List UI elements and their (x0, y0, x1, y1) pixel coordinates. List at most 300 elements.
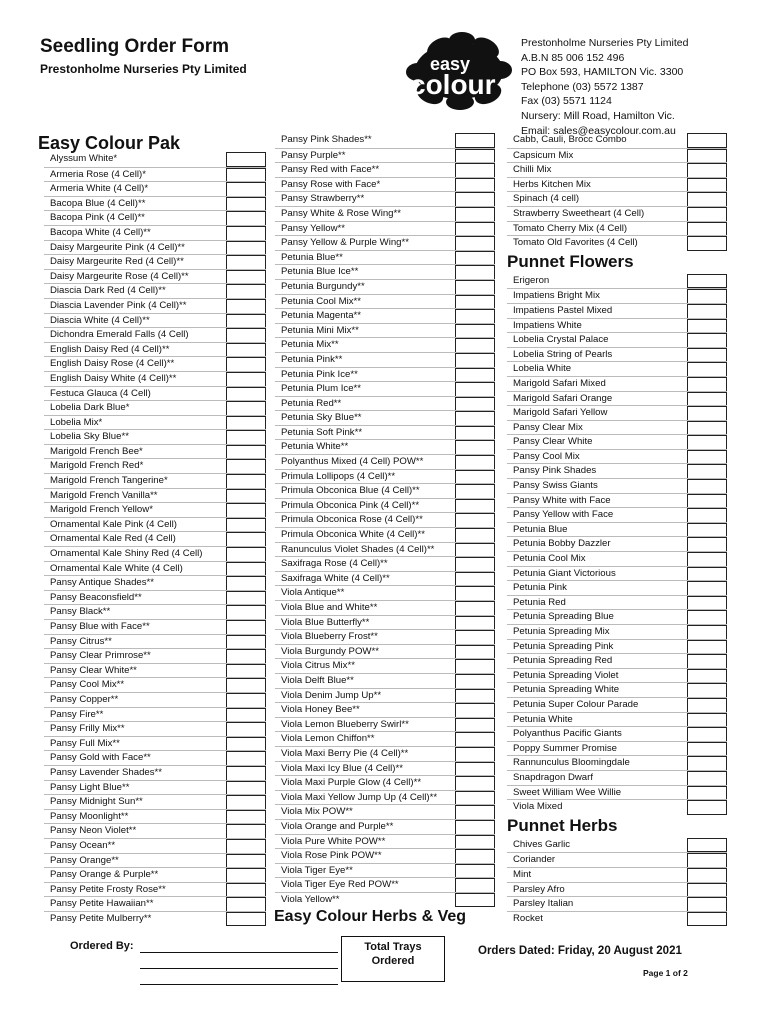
order-item-label: Petunia Cool Mix** (281, 295, 361, 307)
quantity-box[interactable] (226, 766, 266, 781)
quantity-box[interactable] (226, 547, 266, 562)
order-item-label: Impatiens Pastel Mixed (513, 304, 613, 316)
order-item-label: Pansy Frilly Mix** (50, 723, 125, 735)
quantity-box[interactable] (226, 620, 266, 635)
order-item-label: Petunia Soft Pink** (281, 426, 363, 438)
quantity-box[interactable] (687, 304, 727, 319)
order-item-row (507, 221, 727, 236)
quantity-box[interactable] (226, 649, 266, 664)
quantity-box[interactable] (226, 532, 266, 547)
order-item-label: Lobelia String of Pearls (513, 348, 613, 360)
quantity-box[interactable] (455, 543, 495, 558)
quantity-box[interactable] (687, 883, 727, 898)
ordered-by-line-3[interactable] (140, 984, 338, 985)
quantity-box[interactable] (687, 207, 727, 222)
order-item-label: Viola Maxi Purple Glow (4 Cell)** (281, 777, 422, 789)
order-item-row (275, 162, 495, 177)
quantity-box[interactable] (226, 503, 266, 518)
quantity-box[interactable] (455, 893, 495, 908)
quantity-box[interactable] (687, 222, 727, 237)
order-item-label: Petunia Super Colour Parade (513, 698, 639, 710)
quantity-box[interactable] (455, 133, 495, 148)
quantity-box[interactable] (687, 406, 727, 421)
quantity-box[interactable] (687, 289, 727, 304)
order-item-label: Petunia Magenta** (281, 310, 362, 322)
order-item-row (275, 148, 495, 163)
quantity-box[interactable] (687, 450, 727, 465)
order-item-row (275, 264, 495, 279)
quantity-box[interactable] (226, 693, 266, 708)
quantity-box[interactable] (455, 878, 495, 893)
quantity-box[interactable] (226, 474, 266, 489)
order-item-row (275, 337, 495, 352)
quantity-box[interactable] (226, 328, 266, 343)
order-item-label: Dichondra Emerald Falls (4 Cell) (50, 329, 189, 341)
quantity-box[interactable] (455, 265, 495, 280)
quantity-box[interactable] (226, 284, 266, 299)
order-item-label: Spinach (4 cell) (513, 193, 580, 205)
ordered-by-label: Ordered By: (70, 940, 134, 952)
quantity-box[interactable] (226, 489, 266, 504)
quantity-box[interactable] (455, 820, 495, 835)
quantity-box[interactable] (455, 455, 495, 470)
order-item-label: Polyanthus Pacific Giants (513, 728, 622, 740)
quantity-box[interactable] (226, 459, 266, 474)
order-item-label: Pansy Blue with Face** (50, 621, 150, 632)
order-item-label: Ornamental Kale Red (4 Cell) (50, 533, 176, 545)
quantity-box[interactable] (226, 255, 266, 270)
order-item-label: Pansy Clear White (513, 436, 593, 448)
quantity-box[interactable] (455, 236, 495, 251)
order-item-row (507, 682, 727, 697)
order-item-label: Daisy Margeurite Rose (4 Cell)** (50, 270, 189, 282)
quantity-box[interactable] (687, 178, 727, 193)
quantity-box[interactable] (687, 640, 727, 655)
quantity-box[interactable] (226, 430, 266, 445)
quantity-box[interactable] (226, 635, 266, 650)
quantity-box[interactable] (226, 722, 266, 737)
quantity-box[interactable] (455, 849, 495, 864)
quantity-box[interactable] (455, 192, 495, 207)
quantity-box[interactable] (687, 581, 727, 596)
quantity-box[interactable] (687, 698, 727, 713)
quantity-box[interactable] (226, 854, 266, 869)
order-item-row (507, 838, 727, 853)
quantity-box[interactable] (687, 494, 727, 509)
order-item-row (275, 308, 495, 323)
order-item-label: Pansy Petite Frosty Rose** (50, 883, 166, 895)
quantity-box[interactable] (455, 645, 495, 660)
quantity-box[interactable] (687, 727, 727, 742)
order-item-row (275, 381, 495, 396)
quantity-box[interactable] (687, 756, 727, 771)
order-item-row (507, 420, 727, 435)
punnet-flowers-list (507, 274, 727, 814)
quantity-box[interactable] (687, 133, 727, 148)
quantity-box[interactable] (226, 416, 266, 431)
quantity-box[interactable] (455, 149, 495, 164)
order-item-row (507, 449, 727, 464)
order-item-label: Pansy Clear Primrose** (50, 650, 151, 662)
quantity-box[interactable] (687, 348, 727, 363)
quantity-box[interactable] (226, 211, 266, 226)
quantity-box[interactable] (455, 616, 495, 631)
quantity-box[interactable] (455, 864, 495, 879)
order-item-label: Pansy Purple** (281, 149, 346, 161)
quantity-box[interactable] (455, 513, 495, 528)
quantity-box[interactable] (455, 528, 495, 543)
order-item-label: Pansy Strawberry** (281, 193, 365, 205)
order-item-row (275, 746, 495, 761)
quantity-box[interactable] (687, 567, 727, 582)
order-item-row (507, 288, 727, 303)
quantity-box[interactable] (687, 853, 727, 868)
order-item-row (275, 615, 495, 630)
quantity-box[interactable] (687, 523, 727, 538)
quantity-box[interactable] (687, 479, 727, 494)
quantity-box[interactable] (226, 883, 266, 898)
quantity-box[interactable] (455, 601, 495, 616)
quantity-box[interactable] (226, 299, 266, 314)
quantity-box[interactable] (226, 795, 266, 810)
quantity-box[interactable] (455, 805, 495, 820)
quantity-box[interactable] (687, 897, 727, 912)
order-item-label: Pansy Swiss Giants (513, 480, 598, 492)
quantity-box[interactable] (226, 737, 266, 752)
quantity-box[interactable] (455, 309, 495, 324)
order-item-label: Marigold French Red* (50, 460, 144, 472)
total-trays-box[interactable] (341, 936, 445, 982)
order-item-row (507, 478, 727, 493)
quantity-box[interactable] (687, 786, 727, 801)
quantity-box[interactable] (226, 168, 266, 183)
order-item-label: Viola Yellow** (281, 893, 340, 905)
order-item-row (507, 177, 727, 192)
quantity-box[interactable] (226, 445, 266, 460)
quantity-box[interactable] (455, 178, 495, 193)
quantity-box[interactable] (687, 377, 727, 392)
quantity-box[interactable] (687, 683, 727, 698)
quantity-box[interactable] (226, 241, 266, 256)
order-item-label: Pansy Cool Mix** (50, 679, 125, 691)
order-item-label: Viola Maxi Icy Blue (4 Cell)** (281, 762, 403, 774)
quantity-box[interactable] (687, 508, 727, 523)
quantity-box[interactable] (455, 674, 495, 689)
quantity-box[interactable] (687, 319, 727, 334)
order-item-label: Parsley Afro (513, 883, 565, 895)
order-item-label: Petunia Sky Blue** (281, 412, 362, 424)
quantity-box[interactable] (455, 353, 495, 368)
order-item-label: Petunia Pink** (281, 353, 343, 365)
quantity-box[interactable] (455, 747, 495, 762)
order-item-label: Viola Citrus Mix** (281, 660, 355, 672)
order-item-label: Petunia Blue** (281, 251, 343, 263)
quantity-box[interactable] (226, 197, 266, 212)
quantity-box[interactable] (687, 838, 727, 853)
quantity-box[interactable] (687, 421, 727, 436)
quantity-box[interactable] (455, 484, 495, 499)
page-title: Seedling Order Form (40, 36, 229, 57)
order-item-row (44, 590, 266, 605)
order-item-row (275, 352, 495, 367)
order-item-row (44, 853, 266, 868)
quantity-box[interactable] (455, 718, 495, 733)
order-item-label: Marigold French Tangerine* (50, 475, 168, 487)
order-item-label: Viola Antique** (281, 587, 345, 599)
quantity-box[interactable] (687, 625, 727, 640)
quantity-box[interactable] (455, 703, 495, 718)
order-item-label: Pansy Orange & Purple** (50, 869, 159, 881)
quantity-box[interactable] (687, 192, 727, 207)
order-item-label: Pansy Pink Shades** (281, 134, 372, 145)
quantity-box[interactable] (687, 163, 727, 178)
order-item-label: Viola Blue Butterfly** (281, 616, 370, 628)
quantity-box[interactable] (455, 338, 495, 353)
quantity-box[interactable] (455, 791, 495, 806)
quantity-box[interactable] (687, 435, 727, 450)
order-item-row (275, 688, 495, 703)
order-item-label: Marigold French Vanilla** (50, 489, 158, 501)
order-item-label: Pansy Copper** (50, 693, 119, 705)
order-item-row (44, 882, 266, 897)
order-item-row (507, 785, 727, 800)
quantity-box[interactable] (687, 654, 727, 669)
order-item-label: Bacopa White (4 Cell)** (50, 226, 151, 238)
quantity-box[interactable] (455, 499, 495, 514)
order-item-row (275, 761, 495, 776)
quantity-box[interactable] (226, 664, 266, 679)
quantity-box[interactable] (226, 824, 266, 839)
quantity-box[interactable] (226, 182, 266, 197)
quantity-box[interactable] (226, 810, 266, 825)
quantity-box[interactable] (687, 868, 727, 883)
order-item-label: Tomato Cherry Mix (4 Cell) (513, 222, 628, 234)
quantity-box[interactable] (226, 226, 266, 241)
quantity-box[interactable] (455, 426, 495, 441)
order-item-label: Petunia Spreading Red (513, 655, 613, 667)
quantity-box[interactable] (455, 762, 495, 777)
order-item-row (275, 658, 495, 673)
order-item-label: Viola Tiger Eye** (281, 864, 353, 876)
order-item-row (275, 629, 495, 644)
quantity-box[interactable] (687, 464, 727, 479)
order-item-label: Pansy Yellow & Purple Wing** (281, 237, 409, 249)
order-item-label: Mint (513, 868, 532, 880)
quantity-box[interactable] (226, 314, 266, 329)
order-item-row (275, 235, 495, 250)
order-item-label: Viola Maxi Berry Pie (4 Cell)** (281, 747, 409, 759)
order-item-row (275, 775, 495, 790)
order-item-label: Ornamental Kale Pink (4 Cell) (50, 518, 177, 530)
order-item-row (275, 527, 495, 542)
quantity-box[interactable] (455, 557, 495, 572)
order-item-row (44, 327, 266, 342)
quantity-box[interactable] (687, 236, 727, 251)
punnet-herbs-list (507, 838, 727, 926)
quantity-box[interactable] (455, 222, 495, 237)
order-item-row (275, 206, 495, 221)
order-item-label: Petunia White (513, 713, 573, 725)
order-item-label: Petunia Bobby Dazzler (513, 538, 611, 550)
order-item-row (44, 473, 266, 488)
order-item-label: Pansy Neon Violet** (50, 825, 137, 837)
quantity-box[interactable] (455, 411, 495, 426)
quantity-box[interactable] (687, 392, 727, 407)
order-item-row (44, 546, 266, 561)
quantity-box[interactable] (687, 771, 727, 786)
quantity-box[interactable] (226, 678, 266, 693)
ordered-by-line-1[interactable] (140, 952, 338, 953)
order-item-row (507, 148, 727, 163)
quantity-box[interactable] (687, 596, 727, 611)
order-item-row (507, 133, 727, 148)
section-title-easy-colour-pak: Easy Colour Pak (38, 133, 181, 153)
order-item-row (275, 221, 495, 236)
quantity-box[interactable] (226, 868, 266, 883)
order-item-label: Daisy Margeurite Pink (4 Cell)** (50, 241, 185, 253)
quantity-box[interactable] (455, 163, 495, 178)
quantity-box[interactable] (455, 586, 495, 601)
order-item-row (44, 575, 266, 590)
quantity-box[interactable] (687, 610, 727, 625)
order-item-label: Cabb, Cauli, Brocc Combo (513, 134, 627, 145)
quantity-box[interactable] (226, 562, 266, 577)
quantity-box[interactable] (226, 839, 266, 854)
order-item-label: Marigold Safari Yellow (513, 407, 608, 419)
order-item-label: Primula Obconica White (4 Cell)** (281, 529, 425, 541)
order-item-label: Petunia Blue Ice** (281, 266, 359, 278)
order-item-label: Viola Mixed (513, 801, 563, 813)
order-item-row (507, 493, 727, 508)
order-item-row (275, 600, 495, 615)
order-item-row (507, 405, 727, 420)
order-item-row (275, 702, 495, 717)
order-item-row (275, 294, 495, 309)
order-item-row (507, 463, 727, 478)
quantity-box[interactable] (226, 270, 266, 285)
quantity-box[interactable] (455, 280, 495, 295)
quantity-box[interactable] (687, 713, 727, 728)
quantity-box[interactable] (226, 591, 266, 606)
order-item-row (507, 536, 727, 551)
order-item-row (275, 512, 495, 527)
quantity-box[interactable] (226, 372, 266, 387)
quantity-box[interactable] (455, 440, 495, 455)
total-trays-label: Total Trays (364, 941, 422, 953)
order-item-label: Pansy Yellow with Face (513, 509, 614, 521)
quantity-box[interactable] (226, 518, 266, 533)
quantity-box[interactable] (687, 912, 727, 927)
order-item-label: Pansy Petite Hawaiian** (50, 898, 154, 910)
order-item-row (275, 863, 495, 878)
order-item-row (507, 726, 727, 741)
order-item-row (507, 274, 727, 289)
quantity-box[interactable] (226, 605, 266, 620)
quantity-box[interactable] (455, 470, 495, 485)
order-item-row (507, 896, 727, 911)
quantity-box[interactable] (226, 751, 266, 766)
ordered-by-line-2[interactable] (140, 968, 338, 969)
quantity-box[interactable] (226, 912, 266, 927)
quantity-box[interactable] (455, 368, 495, 383)
order-item-label: Ornamental Kale White (4 Cell) (50, 562, 183, 574)
order-item-row (275, 804, 495, 819)
quantity-box[interactable] (687, 800, 727, 815)
quantity-box[interactable] (455, 295, 495, 310)
order-item-row (44, 429, 266, 444)
quantity-box[interactable] (455, 572, 495, 587)
order-item-row (44, 298, 266, 313)
quantity-box[interactable] (687, 742, 727, 757)
order-item-label: Snapdragon Dwarf (513, 771, 593, 783)
quantity-box[interactable] (226, 781, 266, 796)
order-item-row (507, 522, 727, 537)
quantity-box[interactable] (687, 149, 727, 164)
quantity-box[interactable] (687, 669, 727, 684)
quantity-box[interactable] (455, 324, 495, 339)
company-line: Telephone (03) 5572 1387 (521, 80, 644, 93)
order-item-label: Lobelia Dark Blue* (50, 402, 130, 414)
quantity-box[interactable] (687, 274, 727, 289)
order-item-row (507, 376, 727, 391)
quantity-box[interactable] (455, 630, 495, 645)
quantity-box[interactable] (226, 152, 266, 167)
quantity-box[interactable] (455, 659, 495, 674)
order-item-label: Strawberry Sweetheart (4 Cell) (513, 207, 645, 219)
order-item-label: Pansy Red with Face** (281, 164, 380, 176)
quantity-box[interactable] (455, 207, 495, 222)
order-item-label: Petunia Mini Mix** (281, 324, 359, 336)
order-item-row (507, 668, 727, 683)
quantity-box[interactable] (687, 362, 727, 377)
order-item-row (44, 736, 266, 751)
order-item-row (507, 867, 727, 882)
order-item-row (44, 561, 266, 576)
quantity-box[interactable] (455, 689, 495, 704)
page-subtitle: Prestonholme Nurseries Pty Limited (40, 62, 247, 76)
order-item-label: Viola Honey Bee** (281, 704, 360, 716)
order-item-label: Marigold Safari Orange (513, 392, 613, 404)
quantity-box[interactable] (226, 708, 266, 723)
quantity-box[interactable] (226, 387, 266, 402)
quantity-box[interactable] (455, 397, 495, 412)
quantity-box[interactable] (226, 576, 266, 591)
quantity-box[interactable] (226, 401, 266, 416)
order-item-label: Petunia Spreading Pink (513, 640, 614, 652)
quantity-box[interactable] (226, 343, 266, 358)
quantity-box[interactable] (226, 897, 266, 912)
order-item-label: Lobelia Mix* (50, 416, 103, 428)
order-item-row (507, 712, 727, 727)
quantity-box[interactable] (687, 333, 727, 348)
order-item-row (44, 196, 266, 211)
quantity-box[interactable] (687, 552, 727, 567)
order-item-row (275, 556, 495, 571)
quantity-box[interactable] (687, 537, 727, 552)
order-item-label: Viola Rose Pink POW** (281, 850, 382, 862)
quantity-box[interactable] (455, 732, 495, 747)
company-line: Prestonholme Nurseries Pty Limited (521, 37, 689, 49)
quantity-box[interactable] (226, 357, 266, 372)
quantity-box[interactable] (455, 251, 495, 266)
order-item-row (44, 823, 266, 838)
quantity-box[interactable] (455, 835, 495, 850)
order-item-label: Alyssum White* (50, 153, 118, 164)
order-item-row (507, 303, 727, 318)
quantity-box[interactable] (455, 382, 495, 397)
quantity-box[interactable] (455, 776, 495, 791)
order-item-row (44, 896, 266, 911)
